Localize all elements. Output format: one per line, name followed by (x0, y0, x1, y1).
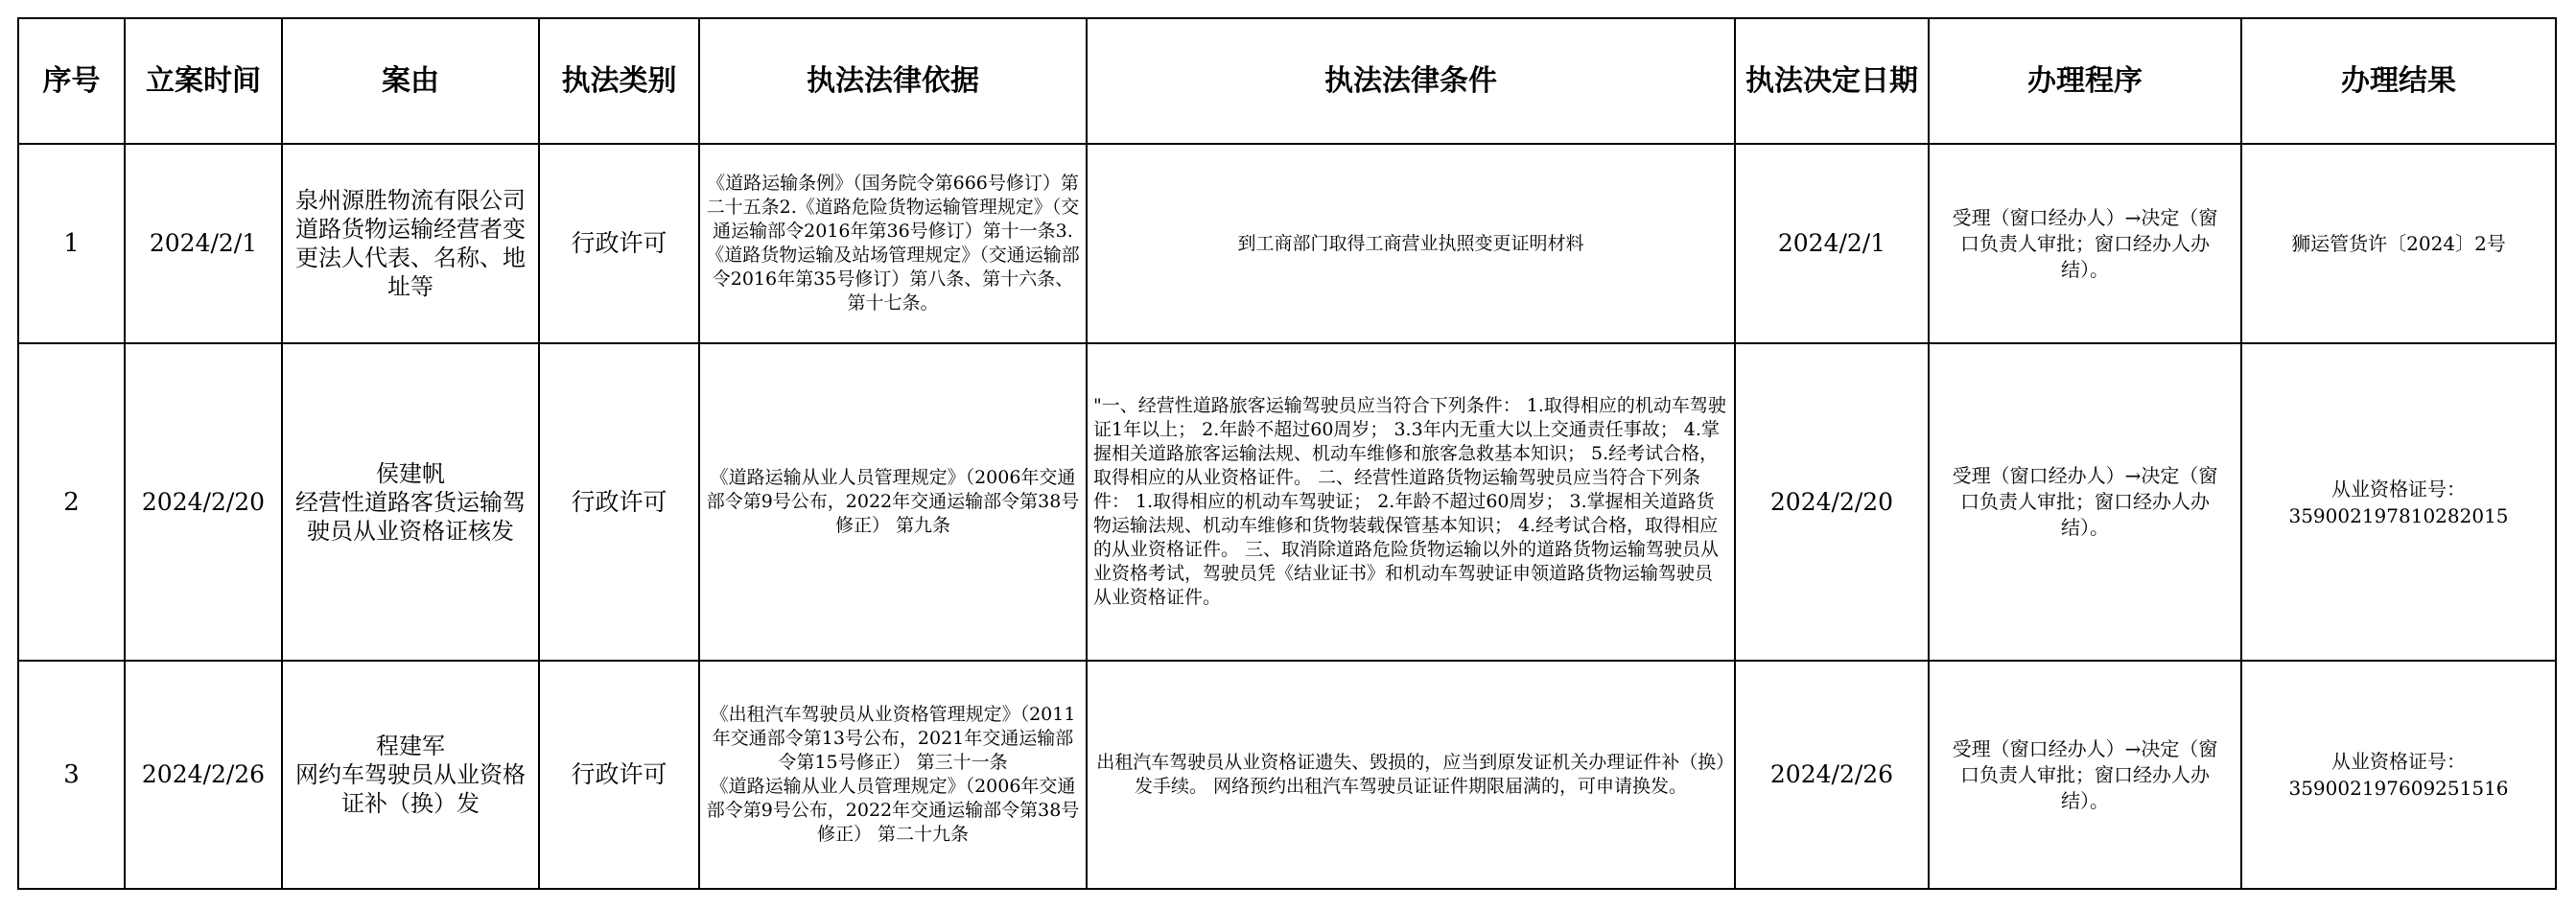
case-table (17, 17, 2557, 890)
cell-category: 行政许可 (539, 343, 699, 661)
header-case: 案由 (282, 18, 539, 144)
header-decision-date: 执法决定日期 (1735, 18, 1929, 144)
table-row (18, 343, 2556, 661)
legal-basis-text: 《出租汽车驾驶员从业资格管理规定》（2011年交通部令第13号公布，2021年交通运输部令第15号修正） 第三十一条 《道路运输从业人员管理规定》（2006年交通部令第9号公布，2022年交通运输部令第38号修正） 第二十九条 (706, 704, 1080, 845)
cell-result (2241, 343, 2556, 661)
cell-legal-basis (699, 661, 1087, 889)
table-row (18, 661, 2556, 889)
header-result: 办理结果 (2241, 18, 2556, 144)
cell-decision-date: 2024/2/1 (1735, 144, 1929, 343)
cell-category: 行政许可 (539, 661, 699, 889)
cell-legal-basis: 《道路运输条例》（国务院令第666号修订）第二十五条2.《道路危险货物运输管理规定》（交通运输部令2016年第36号修订）第十一条3.《道路货物运输及站场管理规定》（交通运输部令2016年第35号修订）第八条、第十六条、第十七条。 (699, 144, 1087, 343)
cell-result (2241, 661, 2556, 889)
header-legal-conditions: 执法法律条件 (1087, 18, 1735, 144)
cell-legal-conditions: "一、经营性道路旅客运输驾驶员应当符合下列条件： 1.取得相应的机动车驾驶证1年以上； 2.年龄不超过60周岁； 3.3年内无重大以上交通责任事故； 4.掌握相关道路旅客运输法规、机动车维修和旅客急救基本知识； 5.经考试合格，取得相应的从业资格证件。 二、经营性道路货物运输驾驶员应当符合下列条件： 1.取得相应的机动车驾驶证； 2.年龄不超过60周岁； 3.掌握相关道路货物运输法规、机动车维修和货物装载保管基本知识； 4.经考试合格，取得相应的从业资格证件。 三、取消除道路危险货物运输以外的道路货物运输驾驶员从业资格考试，驾驶员凭《结业证书》和机动车驾驶证申领道路货物运输驾驶员从业资格证件。 (1087, 343, 1735, 661)
header-category: 执法类别 (539, 18, 699, 144)
cell-procedure: 受理（窗口经办人）→决定（窗口负责人审批；窗口经办人办结）。 (1929, 343, 2241, 661)
cell-result (2241, 144, 2556, 343)
case-text: 程建军 网约车驾驶员从业资格证补（换）发 (295, 733, 526, 817)
header-seq: 序号 (18, 18, 125, 144)
cell-case (282, 144, 539, 343)
result-text: 从业资格证号： 359002197609251516 (2288, 750, 2509, 800)
header-legal-basis: 执法法律依据 (699, 18, 1087, 144)
cell-decision-date: 2024/2/26 (1735, 661, 1929, 889)
header-row (18, 18, 2556, 144)
header-filing-date: 立案时间 (125, 18, 282, 144)
cell-legal-conditions: 到工商部门取得工商营业执照变更证明材料 (1087, 144, 1735, 343)
header-procedure: 办理程序 (1929, 18, 2241, 144)
cell-procedure: 受理（窗口经办人）→决定（窗口负责人审批；窗口经办人办结）。 (1929, 144, 2241, 343)
case-text: 泉州源胜物流有限公司 道路货物运输经营者变更法人代表、名称、地址等 (295, 187, 526, 300)
cell-seq: 2 (18, 343, 125, 661)
cell-filing-date: 2024/2/1 (125, 144, 282, 343)
result-text: 从业资格证号： 359002197810282015 (2288, 477, 2509, 527)
cell-seq: 3 (18, 661, 125, 889)
result-text: 狮运管货许〔2024〕2号 (2291, 232, 2506, 255)
cell-legal-basis: 《道路运输从业人员管理规定》（2006年交通部令第9号公布，2022年交通运输部令第38号修正） 第九条 (699, 343, 1087, 661)
case-text: 侯建帆 经营性道路客货运输驾驶员从业资格证核发 (295, 459, 526, 545)
cell-decision-date: 2024/2/20 (1735, 343, 1929, 661)
cell-filing-date: 2024/2/26 (125, 661, 282, 889)
cell-procedure: 受理（窗口经办人）→决定（窗口负责人审批；窗口经办人办结）。 (1929, 661, 2241, 889)
table-row (18, 144, 2556, 343)
cell-case (282, 343, 539, 661)
cell-category: 行政许可 (539, 144, 699, 343)
cell-seq: 1 (18, 144, 125, 343)
cell-legal-conditions: 出租汽车驾驶员从业资格证遗失、毁损的，应当到原发证机关办理证件补（换）发手续。 网络预约出租汽车驾驶员证证件期限届满的，可申请换发。 (1087, 661, 1735, 889)
cell-filing-date: 2024/2/20 (125, 343, 282, 661)
cell-case (282, 661, 539, 889)
